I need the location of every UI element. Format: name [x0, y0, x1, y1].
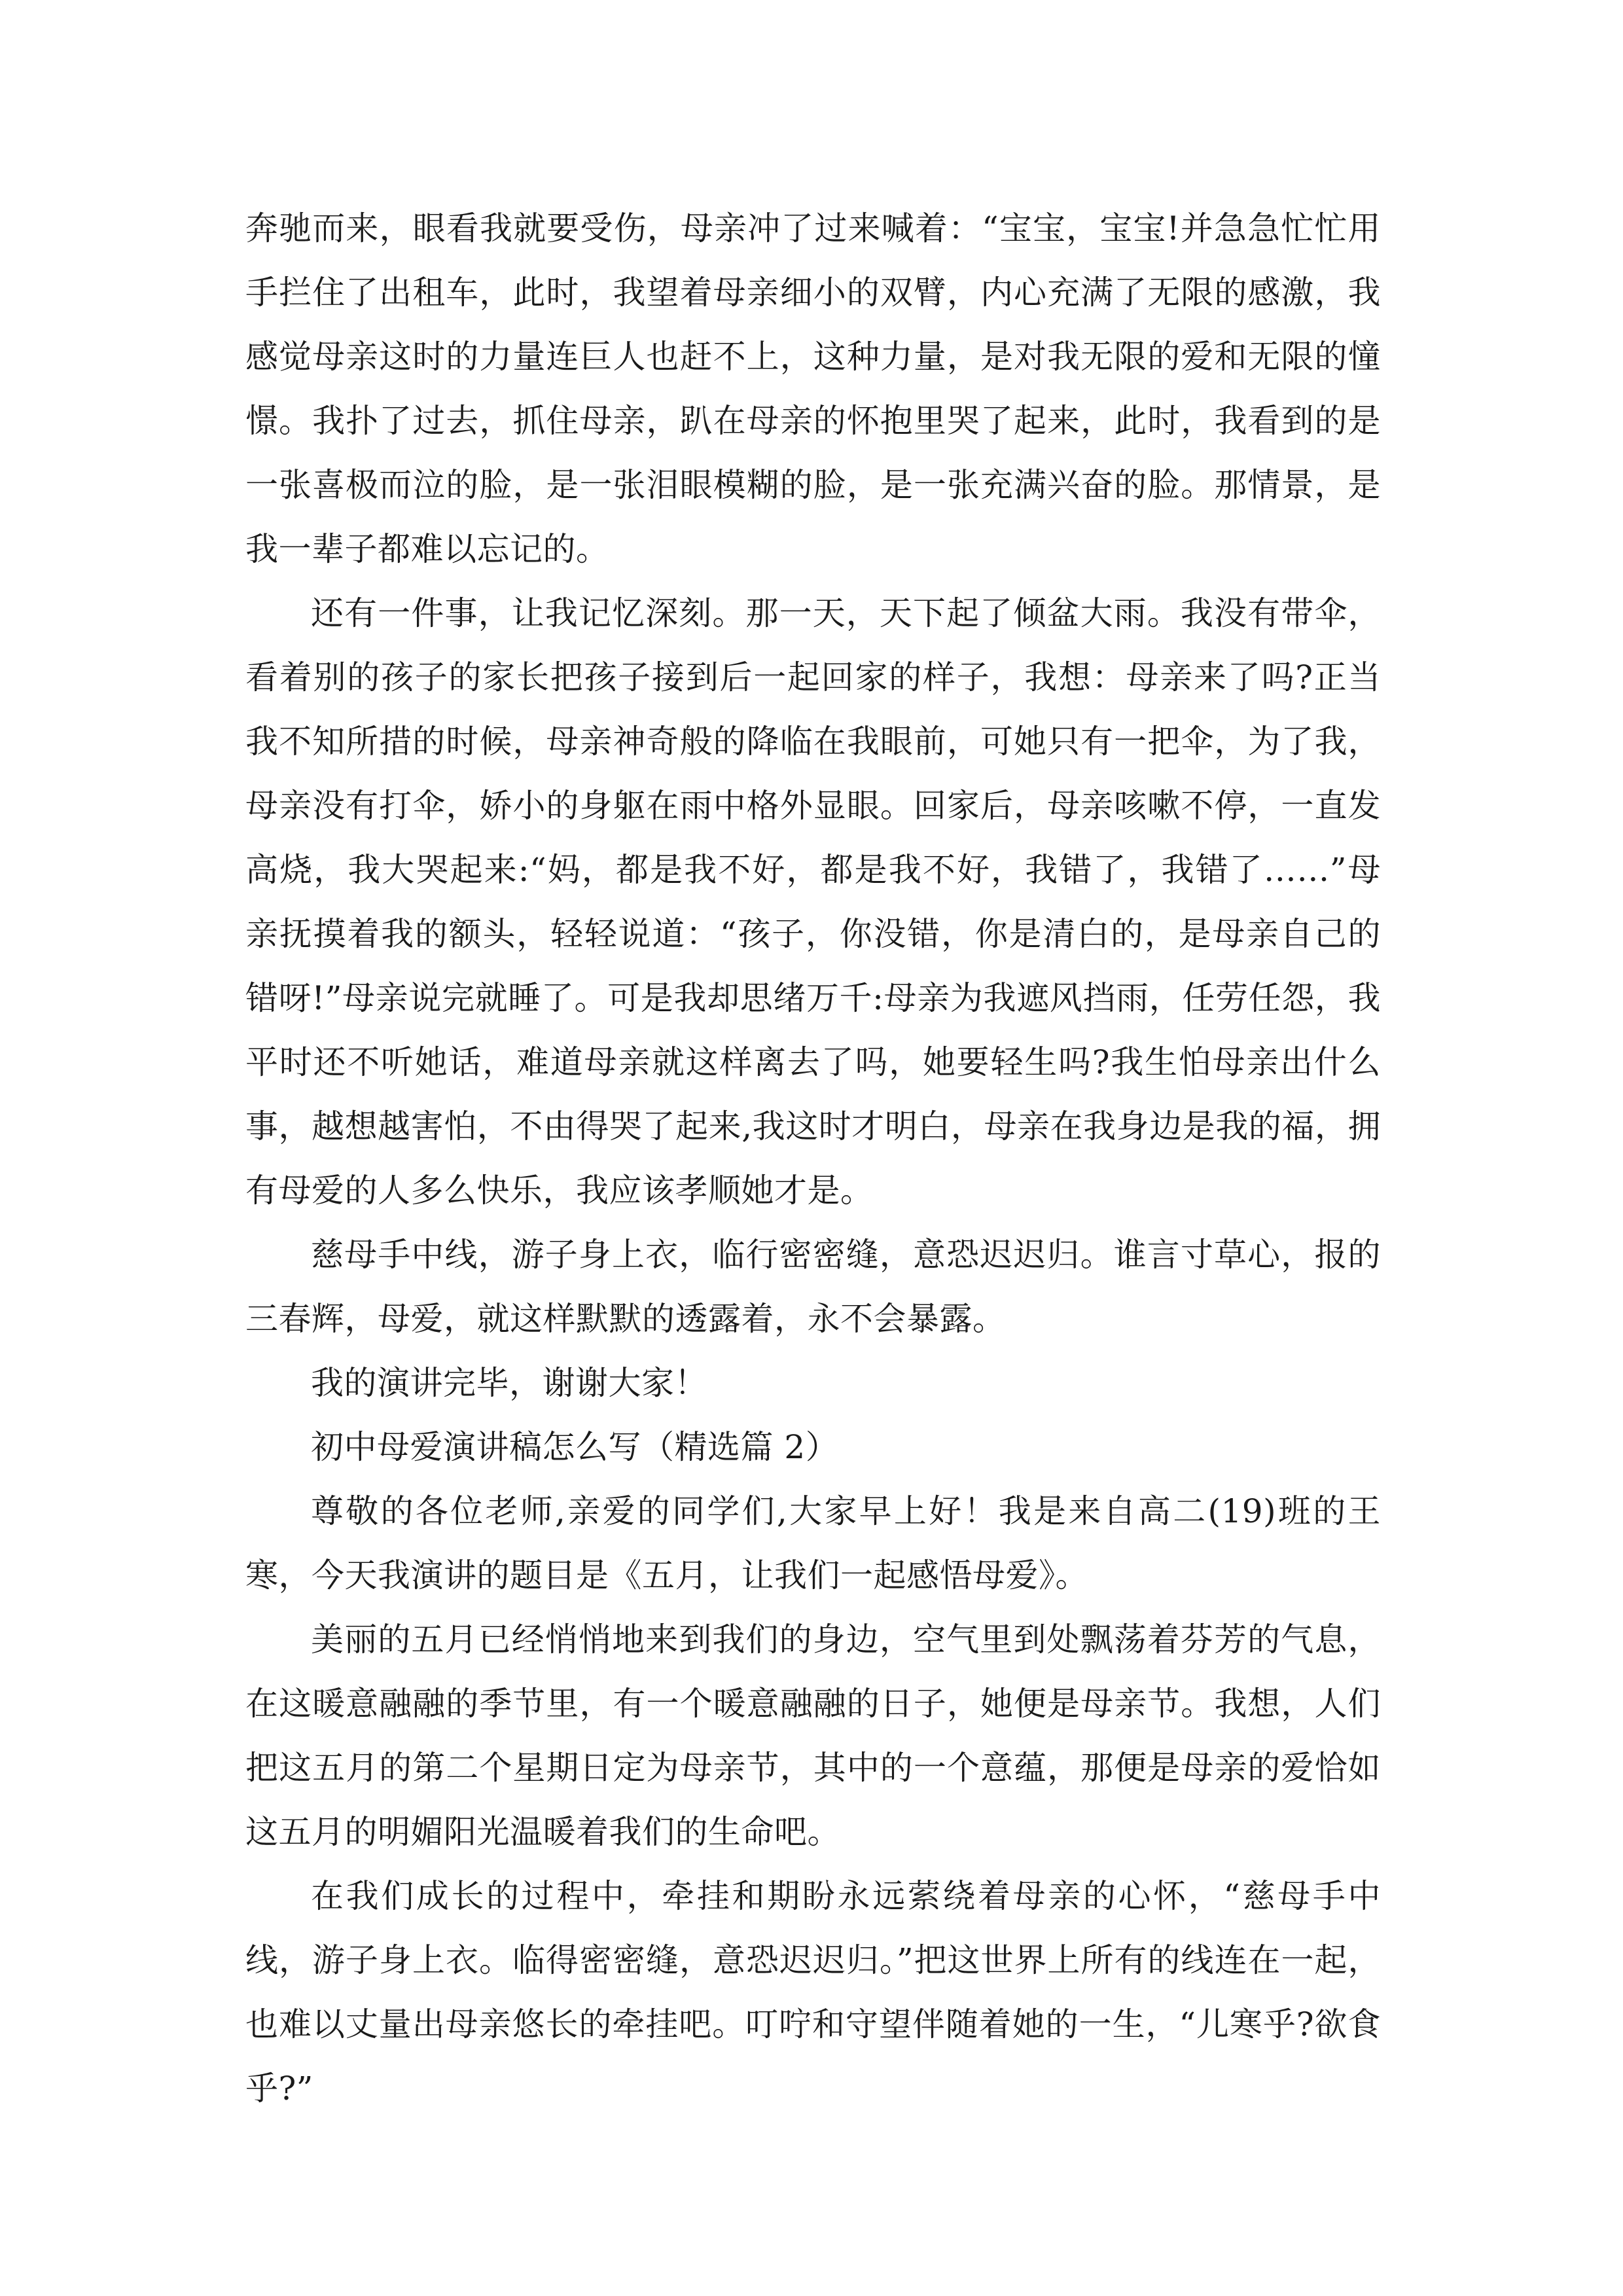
paragraph-2: 还有一件事，让我记忆深刻。那一天，天下起了倾盆大雨。我没有带伞，看着别的孩子的家长把孩子接到后一起回家的样子，我想：母亲来了吗?正当我不知所措的时候，母亲神奇般的降临在我眼前，可她只有一把伞，为了我，母亲没有打伞，娇小的身躯在雨中格外显眼。回家后，母亲咳嗽不停，一直发高烧，我大哭起来:“妈，都是我不好，都是我不好，我错了，我错了……”母亲抚摸着我的额头，轻轻说道：“孩子，你没错，你是清白的，是母亲自己的错呀!”母亲说完就睡了。可是我却思绪万千:母亲为我遮风挡雨，任劳任怨，我平时还不听她话，难道母亲就这样离去了吗，她要轻生吗?我生怕母亲出什么事，越想越害怕，不由得哭了起来,我这时才明白，母亲在我身边是我的福，拥有母爱的人多么快乐，我应该孝顺她才是。 [245, 594, 1381, 1210]
paragraph-5: 尊敬的各位老师,亲爱的同学们,大家早上好！我是来自高二(19)班的王寒，今天我演讲的题目是《五月，让我们一起感悟母爱》。 [245, 1492, 1381, 1594]
paragraph-7: 在我们成长的过程中，牵挂和期盼永远萦绕着母亲的心怀，“慈母手中线，游子身上衣。临得密密缝，意恐迟迟归。”把这世界上所有的线连在一起，也难以丈量出母亲悠长的牵挂吧。叮咛和守望伴随着她的一生，“儿寒乎?欲食乎?” [245, 1877, 1381, 2108]
paragraph-1: 奔驰而来，眼看我就要受伤，母亲冲了过来喊着：“宝宝，宝宝!并急急忙忙用手拦住了出租车，此时，我望着母亲细小的双臂，内心充满了无限的感激，我感觉母亲这时的力量连巨人也赶不上，这种力量，是对我无限的爱和无限的憧憬。我扑了过去，抓住母亲，趴在母亲的怀抱里哭了起来，此时，我看到的是一张喜极而泣的脸，是一张泪眼模糊的脸，是一张充满兴奋的脸。那情景，是我一辈子都难以忘记的。 [245, 209, 1381, 568]
closing-line: 我的演讲完毕，谢谢大家！ [311, 1364, 707, 1402]
document-body [245, 196, 1381, 2121]
section-heading: 初中母爱演讲稿怎么写（精选篇 2） [311, 1428, 839, 1466]
paragraph-3: 慈母手中线，游子身上衣，临行密密缝，意恐迟迟归。谁言寸草心，报的三春辉，母爱，就这样默默的透露着，永不会暴露。 [245, 1236, 1381, 1338]
paragraph-6: 美丽的五月已经悄悄地来到我们的身边，空气里到处飘荡着芬芳的气息，在这暖意融融的季节里，有一个暖意融融的日子，她便是母亲节。我想，人们把这五月的第二个星期日定为母亲节，其中的一个意蕴，那便是母亲的爱恰如这五月的明媚阳光温暖着我们的生命吧。 [245, 1621, 1381, 1851]
